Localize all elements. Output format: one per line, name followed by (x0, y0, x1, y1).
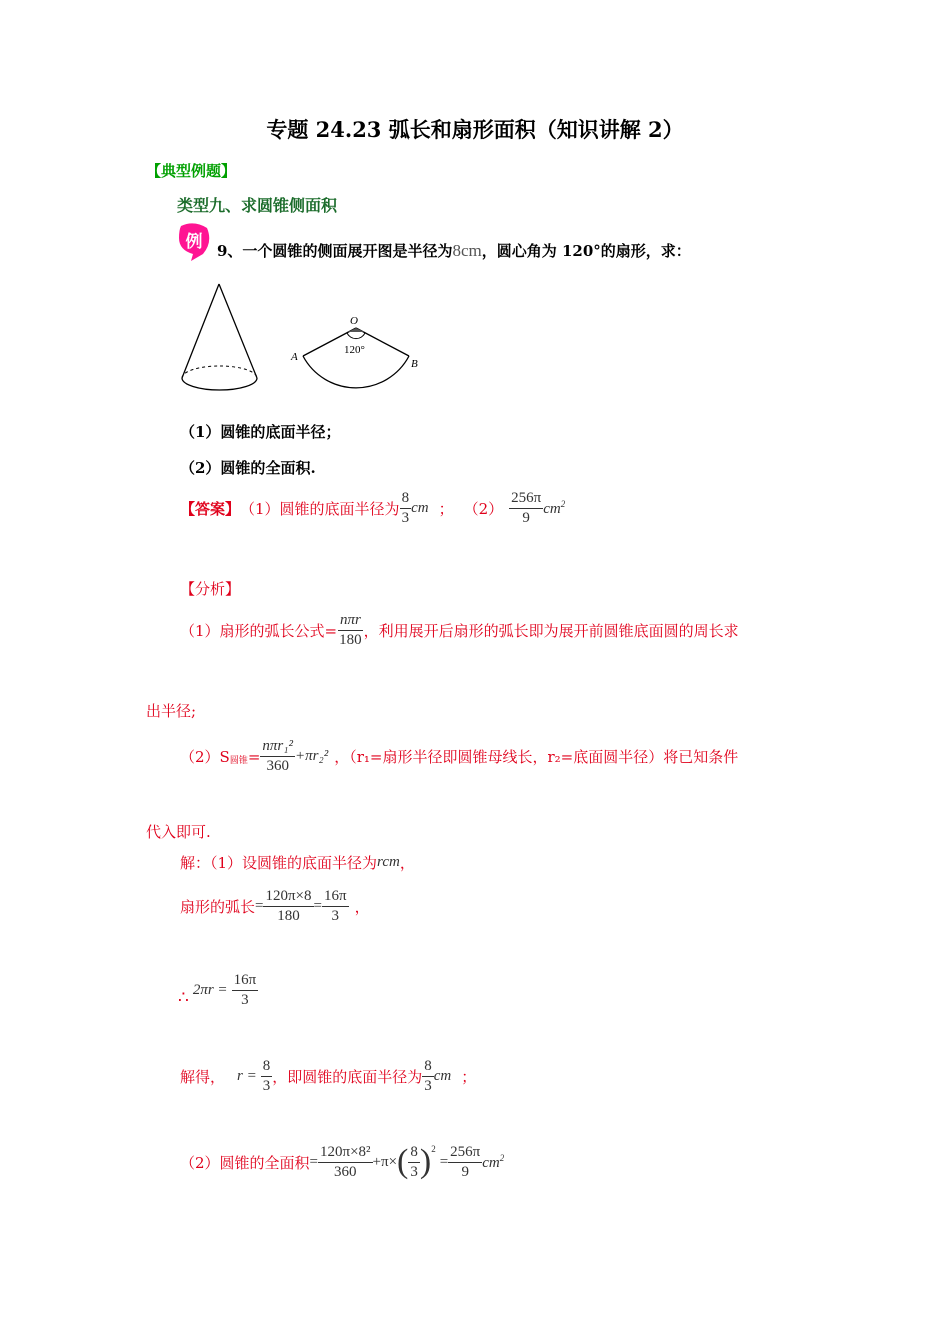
analysis-line-1: （1）扇形的弧长公式= $\frac{\text{nπr}}{180}$ ，利用展开后扇形的弧长即为展开前圆锥底面圆的周长求 (180, 612, 739, 648)
solution-arc: 扇形的弧长 = $\frac{120\pi\times 8}{180}$ = $\frac{16\pi}{3}$ ， (180, 888, 370, 924)
example-text-before: 9、一个圆锥的侧面展开图是半径为 (217, 242, 453, 260)
label-b: B (411, 358, 418, 370)
page-title: 专题 24.23 弧长和扇形面积（知识讲解 2） (266, 117, 684, 142)
question-1: （1）圆锥的底面半径； (180, 423, 341, 441)
label-o: O (350, 315, 358, 327)
analysis-line-2: （2）S 圆锥 = $\frac{\text{nπr₁²}}{360}$ +πr₂² ，（r₁=扇形半径即圆锥母线长，r₂=底面圆半径）将已知条件 (180, 738, 739, 774)
answer-frac1: $\frac{8}{3}$ (401, 490, 410, 526)
section-label: 【典型例题】 (146, 162, 237, 180)
solution-solve: 解得， r = $\frac{8}{3}$ ，即圆锥的底面半径为 $\frac{8}{3}$ cm ； (180, 1058, 477, 1094)
type-heading: 类型九、求圆锥侧面积 (177, 196, 338, 215)
answer-label: 【答案】 (180, 500, 241, 518)
answer-part2: （2） (463, 500, 504, 518)
solution-total: （2）圆锥的全面积 = $\frac{\text{120π×8²}}{360}$ +π× ( $\frac{8}{3}$ ) 2 = $\frac{256\pi}{9}$ $cm^2$ (180, 1143, 505, 1180)
analysis-line-2-cont: 代入即可. (146, 823, 211, 841)
analysis-frac1: $\frac{\text{nπr}}{180}$ (339, 612, 362, 648)
example-radius: 8cm (452, 241, 482, 260)
solution-intro: 解：（1）设圆锥的底面半径为 rcm ， (180, 854, 415, 872)
cone-figure (176, 278, 426, 398)
sector-icon (303, 328, 409, 388)
answer-unit2: $cm^2$ (543, 499, 566, 517)
answer-line (180, 490, 565, 527)
analysis-label: 【分析】 (180, 580, 241, 598)
analysis-line-1-cont: 出半径; (146, 702, 197, 720)
analysis-frac2: $\frac{\text{nπr₁²}}{360}$ (262, 738, 293, 774)
solution-therefore: ∴ 2πr = $\frac{16\pi}{3}$ (178, 972, 257, 1008)
label-angle: 120° (344, 344, 365, 356)
answer-sep: ； (438, 500, 454, 518)
badge-label: 例 (185, 232, 203, 252)
question-2: （2）圆锥的全面积. (180, 459, 316, 477)
answer-unit1: cm (411, 500, 429, 516)
label-a: A (291, 351, 298, 363)
example-badge-icon (177, 222, 211, 262)
cone-icon (182, 284, 257, 390)
example-text (217, 240, 691, 261)
example-text-after: ，圆心角为 120°的扇形，求： (481, 242, 691, 260)
answer-frac2: $\frac{256\pi}{9}$ (511, 490, 542, 526)
answer-part1: （1）圆锥的底面半径为 (240, 500, 400, 518)
